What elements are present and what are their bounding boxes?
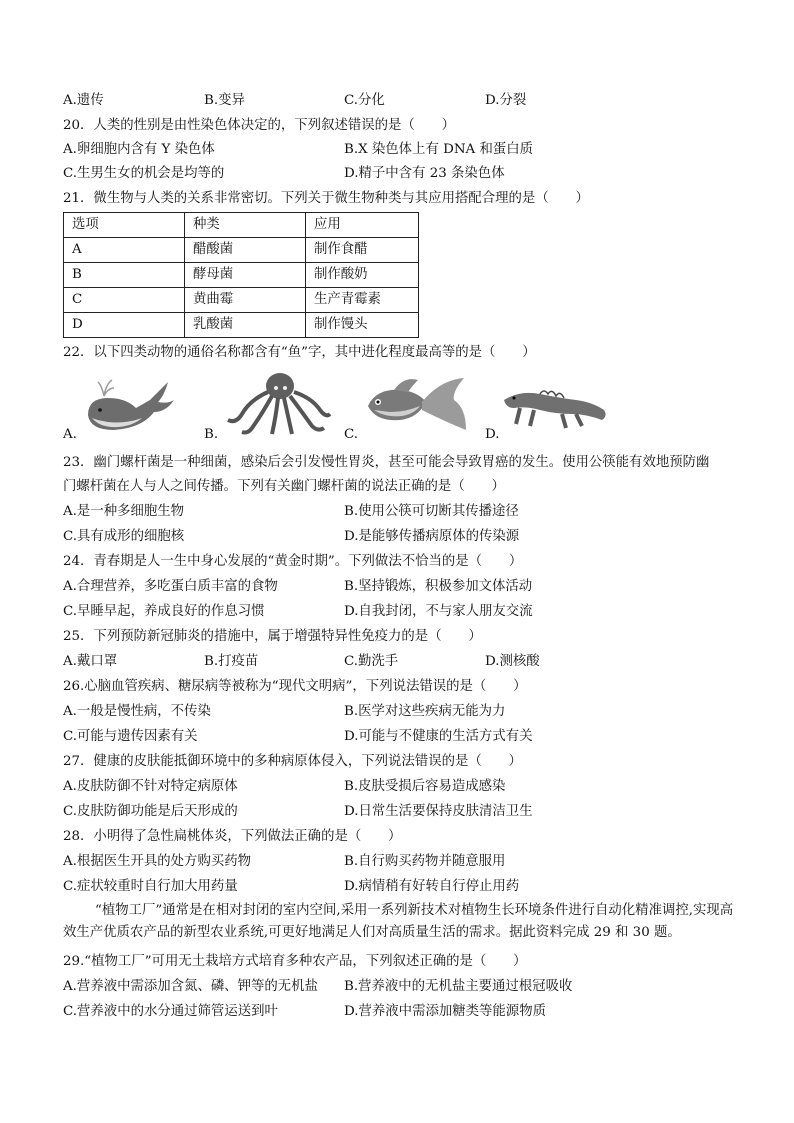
q22-stem: 22．以下四类动物的通俗名称都含有“鱼”字，其中进化程度最高等的是（ ） xyxy=(63,345,536,360)
q26-option-b: B.医学对这些疾病无能为力 xyxy=(344,704,506,719)
q27-option-a: A.皮肤防御不针对特定病原体 xyxy=(63,779,238,794)
table-cell: 醋酸菌 xyxy=(185,238,306,263)
q25-option-b: B.打疫苗 xyxy=(204,654,259,669)
q29-option-c: C.营养液中的水分通过筛管运送到叶 xyxy=(63,1004,278,1019)
q23-option-a: A.是一种多细胞生物 xyxy=(63,504,185,519)
q26-stem: 26.心脑血管疾病、糖尿病等被称为“现代文明病”，下列说法错误的是（ ） xyxy=(63,679,527,694)
q20-option-c: C.生男生女的机会是均等的 xyxy=(63,166,225,181)
q20-option-d: D.精子中含有 23 条染色体 xyxy=(344,166,505,181)
whale-image xyxy=(78,370,178,440)
q19-option-a: A.遗传 xyxy=(63,93,104,108)
q23-option-b: B.使用公筷可切断其传播途径 xyxy=(344,504,519,519)
q25-option-a: A.戴口罩 xyxy=(63,654,118,669)
q22-option-d: D. xyxy=(485,427,500,442)
q26-option-c: C.可能与遗传因素有关 xyxy=(63,729,198,744)
q27-option-b: B.皮肤受损后容易造成感染 xyxy=(344,779,506,794)
q23-option-d: D.是能够传播病原体的传染源 xyxy=(344,529,520,544)
table-row xyxy=(64,288,419,313)
q27-option-c: C.皮肤防御功能是后天形成的 xyxy=(63,804,238,819)
q22-option-b: B. xyxy=(204,427,219,442)
table-cell: D xyxy=(64,313,185,338)
q19-option-c: C.分化 xyxy=(344,93,385,108)
q23-option-c: C.具有成形的细胞核 xyxy=(63,529,185,544)
q27-option-d: D.日常生活要保持皮肤清洁卫生 xyxy=(344,804,533,819)
octopus-image xyxy=(222,370,332,440)
q23-stem-line1: 23．幽门螺杆菌是一种细菌，感染后会引发慢性胃炎，甚至可能会导致胃癌的发生。使用公筷能有效地预防幽 xyxy=(63,455,710,470)
table-header-cell: 种类 xyxy=(185,213,306,238)
q26-option-d: D.可能与不健康的生活方式有关 xyxy=(344,729,533,744)
q24-option-b: B.坚持锻炼，积极参加文体活动 xyxy=(344,579,533,594)
table-header-cell: 选项 xyxy=(64,213,185,238)
q28-option-b: B.自行购买药物并随意服用 xyxy=(344,854,506,869)
q19-option-b: B.变异 xyxy=(204,93,245,108)
q25-option-d: D.测核酸 xyxy=(485,654,540,669)
q20-stem: 20．人类的性别是由性染色体决定的，下列叙述错误的是（ ） xyxy=(63,118,455,133)
q27-stem: 27．健康的皮肤能抵御环境中的多种病原体侵入，下列说法错误的是（ ） xyxy=(63,754,522,769)
crocodile-image xyxy=(500,370,610,440)
table-row xyxy=(64,313,419,338)
q19-option-d: D.分裂 xyxy=(485,93,527,108)
q21-stem: 21．微生物与人类的关系非常密切。下列关于微生物种类与其应用搭配合理的是（ ） xyxy=(63,191,589,206)
table-cell: 乳酸菌 xyxy=(185,313,306,338)
table-cell: 生产青霉素 xyxy=(306,288,419,313)
table-cell: 酵母菌 xyxy=(185,263,306,288)
passage-text: “植物工厂”通常是在相对封闭的室内空间,采用一系列新技术对植物生长环境条件进行自动化精准调控,实现高效生产优质农产品的新型农业系统,可更好地满足人们对高质量生活的需求。据此资料完成 29 和 30 题。 xyxy=(63,903,734,940)
q26-option-a: A.一般是慢性病，不传染 xyxy=(63,704,211,719)
table-cell: C xyxy=(64,288,185,313)
q28-option-a: A.根据医生开具的处方购买药物 xyxy=(63,854,252,869)
q22-option-c: C. xyxy=(344,427,359,442)
q23-stem-line2: 门螺杆菌在人与人之间传播。下列有关幽门螺杆菌的说法正确的是（ ） xyxy=(63,479,505,494)
goldfish-image xyxy=(360,370,470,440)
q24-stem: 24．青春期是人一生中身心发展的“黄金时期”。下列做法不恰当的是（ ） xyxy=(63,554,523,569)
q24-option-d: D.自我封闭，不与家人朋友交流 xyxy=(344,604,533,619)
q29-option-a: A.营养液中需添加含氮、磷、钾等的无机盐 xyxy=(63,979,318,994)
table-cell: 制作食醋 xyxy=(306,238,419,263)
q29-option-b: B.营养液中的无机盐主要通过根冠吸收 xyxy=(344,979,573,994)
table-cell: 制作酸奶 xyxy=(306,263,419,288)
table-header-cell: 应用 xyxy=(306,213,419,238)
q22-option-a: A. xyxy=(63,427,77,442)
q29-option-d: D.营养液中需添加糖类等能源物质 xyxy=(344,1004,546,1019)
q29-stem: 29.“植物工厂”可用无土栽培方式培育多种农产品，下列叙述正确的是（ ） xyxy=(63,954,527,969)
q25-option-c: C.勤洗手 xyxy=(344,654,399,669)
table-cell: A xyxy=(64,238,185,263)
q24-option-c: C.早睡早起，养成良好的作息习惯 xyxy=(63,604,265,619)
q28-option-c: C.症状较重时自行加大用药量 xyxy=(63,879,238,894)
table-row xyxy=(64,263,419,288)
table-cell: B xyxy=(64,263,185,288)
table-row xyxy=(64,238,419,263)
table-header-row xyxy=(64,213,419,238)
q21-table xyxy=(63,212,419,338)
q28-stem: 28．小明得了急性扁桃体炎，下列做法正确的是（ ） xyxy=(63,829,402,844)
table-cell: 制作馒头 xyxy=(306,313,419,338)
q20-option-a: A.卵细胞内含有 Y 染色体 xyxy=(63,142,215,157)
q20-option-b: B.X 染色体上有 DNA 和蛋白质 xyxy=(344,142,534,157)
q28-option-d: D.病情稍有好转自行停止用药 xyxy=(344,879,520,894)
q25-stem: 25．下列预防新冠肺炎的措施中，属于增强特异性免疫力的是（ ） xyxy=(63,629,482,644)
table-cell: 黄曲霉 xyxy=(185,288,306,313)
q24-option-a: A.合理营养，多吃蛋白质丰富的食物 xyxy=(63,579,278,594)
